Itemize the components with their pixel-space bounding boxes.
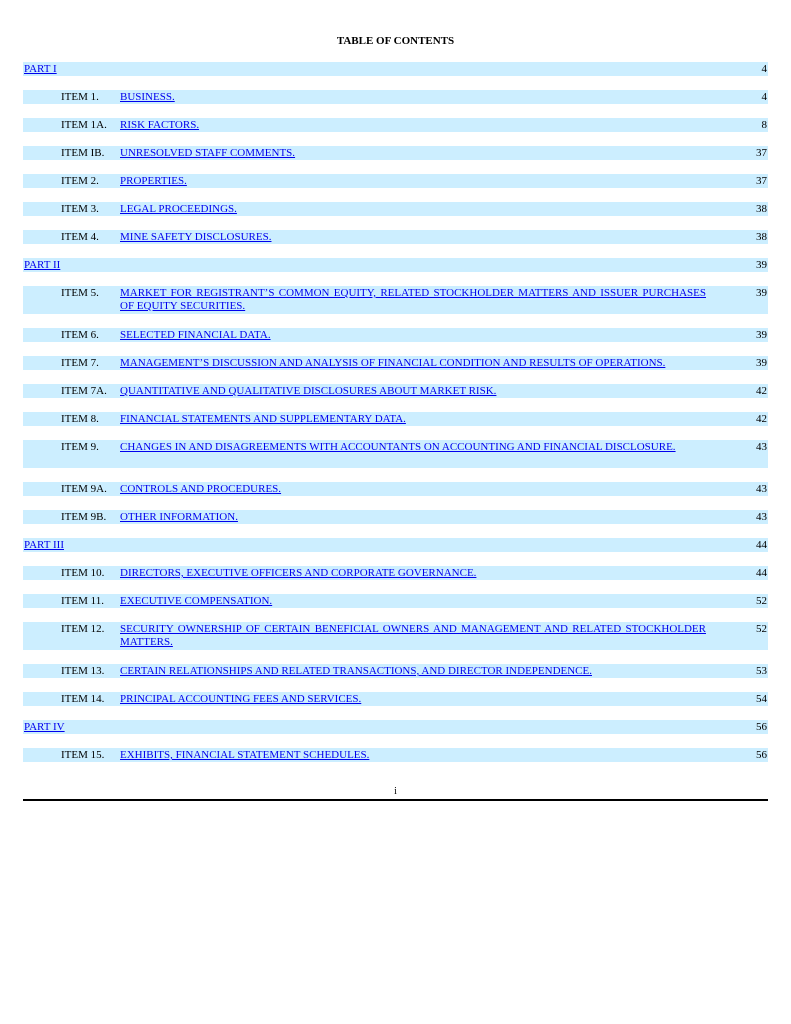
item-number: ITEM 1A. [61, 119, 107, 131]
page-ref: 52 [756, 623, 767, 635]
page-ref: 43 [756, 441, 767, 453]
toc-item-row [23, 146, 768, 160]
toc-part-row [23, 62, 768, 76]
page-ref: 56 [756, 749, 767, 761]
toc-item-row [23, 412, 768, 426]
item-number: ITEM 11. [61, 595, 104, 607]
item-link[interactable]: EXECUTIVE COMPENSATION. [120, 595, 273, 607]
toc-item-row [23, 510, 768, 524]
page-ref: 38 [756, 231, 767, 243]
page-divider [23, 799, 768, 801]
toc-item-row [23, 594, 768, 608]
toc-item-row [23, 440, 768, 468]
toc-item-row [23, 566, 768, 580]
item-number: ITEM 9A. [61, 483, 107, 495]
item-link[interactable]: PRINCIPAL ACCOUNTING FEES AND SERVICES. [120, 693, 362, 705]
item-number: ITEM 7. [61, 357, 99, 369]
item-link[interactable]: BUSINESS. [120, 91, 175, 103]
item-number: ITEM 4. [61, 231, 99, 243]
page-ref: 38 [756, 203, 767, 215]
item-link[interactable]: CHANGES IN AND DISAGREEMENTS WITH ACCOUNTANTS ON ACCOUNTING AND FINANCIAL DISCLOSURE. [120, 441, 676, 453]
item-link[interactable]: FINANCIAL STATEMENTS AND SUPPLEMENTARY DATA. [120, 413, 406, 425]
page-ref: 44 [756, 567, 767, 579]
toc-item-row [23, 174, 768, 188]
item-link[interactable]: LEGAL PROCEEDINGS. [120, 203, 237, 215]
toc-item-row [23, 90, 768, 104]
page-number: i [394, 786, 397, 797]
item-number: ITEM 1. [61, 91, 99, 103]
toc-item-row [23, 664, 768, 678]
item-link[interactable]: CERTAIN RELATIONSHIPS AND RELATED TRANSACTIONS, AND DIRECTOR INDEPENDENCE. [120, 665, 592, 677]
item-number: ITEM 15. [61, 749, 105, 761]
item-number: ITEM 2. [61, 175, 99, 187]
toc-part-row [23, 258, 768, 272]
item-link[interactable]: CONTROLS AND PROCEDURES. [120, 483, 282, 495]
item-number: ITEM 7A. [61, 385, 107, 397]
item-number: ITEM 14. [61, 693, 105, 705]
item-link[interactable]: PROPERTIES. [120, 175, 187, 187]
page-ref: 4 [761, 91, 767, 103]
part-link[interactable]: PART I [24, 63, 57, 75]
item-link[interactable]: RISK FACTORS. [120, 119, 200, 131]
item-link[interactable]: MANAGEMENT’S DISCUSSION AND ANALYSIS OF FINANCIAL CONDITION AND RESULTS OF OPERATIONS. [120, 357, 666, 369]
toc-part-row [23, 538, 768, 552]
page-ref: 54 [756, 693, 767, 705]
item-link[interactable]: OTHER INFORMATION. [120, 511, 238, 523]
item-link[interactable]: SECURITY OWNERSHIP OF CERTAIN BENEFICIAL OWNERS AND MANAGEMENT AND RELATED STOCKHOLDER MATTERS. [120, 623, 706, 648]
page-ref: 53 [756, 665, 767, 677]
item-link[interactable]: DIRECTORS, EXECUTIVE OFFICERS AND CORPORATE GOVERNANCE. [120, 567, 477, 579]
item-number: ITEM 9B. [61, 511, 107, 523]
page-ref: 37 [756, 175, 767, 187]
toc-item-row [23, 384, 768, 398]
item-number: ITEM 8. [61, 413, 99, 425]
item-number: ITEM 9. [61, 441, 99, 453]
item-number: ITEM 10. [61, 567, 105, 579]
page-ref: 39 [756, 329, 767, 341]
toc-part-row [23, 720, 768, 734]
item-number: ITEM 5. [61, 287, 99, 299]
item-number: ITEM 3. [61, 203, 99, 215]
toc-item-row [23, 622, 768, 650]
part-link[interactable]: PART IV [24, 721, 65, 733]
item-number: ITEM 13. [61, 665, 105, 677]
item-number: ITEM IB. [61, 147, 105, 159]
item-number: ITEM 6. [61, 329, 99, 341]
toc-item-row [23, 328, 768, 342]
page-ref: 43 [756, 483, 767, 495]
toc-item-row [23, 482, 768, 496]
page-ref: 8 [761, 119, 767, 131]
toc-item-row [23, 692, 768, 706]
page-ref: 37 [756, 147, 767, 159]
item-link[interactable]: UNRESOLVED STAFF COMMENTS. [120, 147, 296, 159]
item-link[interactable]: MARKET FOR REGISTRANT’S COMMON EQUITY, RELATED STOCKHOLDER MATTERS AND ISSUER PURCHASES OF EQUITY SECURITIES. [120, 287, 706, 312]
toc-item-row [23, 286, 768, 314]
toc-title: TABLE OF CONTENTS [336, 35, 455, 47]
item-link[interactable]: SELECTED FINANCIAL DATA. [120, 329, 271, 341]
part-link[interactable]: PART III [24, 539, 64, 551]
toc-item-row [23, 356, 768, 370]
toc-item-row [23, 748, 768, 762]
toc-item-row [23, 118, 768, 132]
page-ref: 56 [756, 721, 767, 733]
page-ref: 44 [756, 539, 767, 551]
toc-item-row [23, 230, 768, 244]
toc-item-row [23, 202, 768, 216]
page-ref: 42 [756, 413, 767, 425]
page-ref: 39 [756, 357, 767, 369]
page-ref: 43 [756, 511, 767, 523]
page-ref: 39 [756, 259, 767, 271]
page-ref: 42 [756, 385, 767, 397]
item-link[interactable]: MINE SAFETY DISCLOSURES. [120, 231, 272, 243]
item-link[interactable]: QUANTITATIVE AND QUALITATIVE DISCLOSURES ABOUT MARKET RISK. [120, 385, 497, 397]
part-link[interactable]: PART II [24, 259, 61, 271]
item-link[interactable]: EXHIBITS, FINANCIAL STATEMENT SCHEDULES. [120, 749, 370, 761]
page-ref: 4 [761, 63, 767, 75]
page-ref: 52 [756, 595, 767, 607]
item-number: ITEM 12. [61, 623, 105, 635]
page-ref: 39 [756, 287, 767, 299]
